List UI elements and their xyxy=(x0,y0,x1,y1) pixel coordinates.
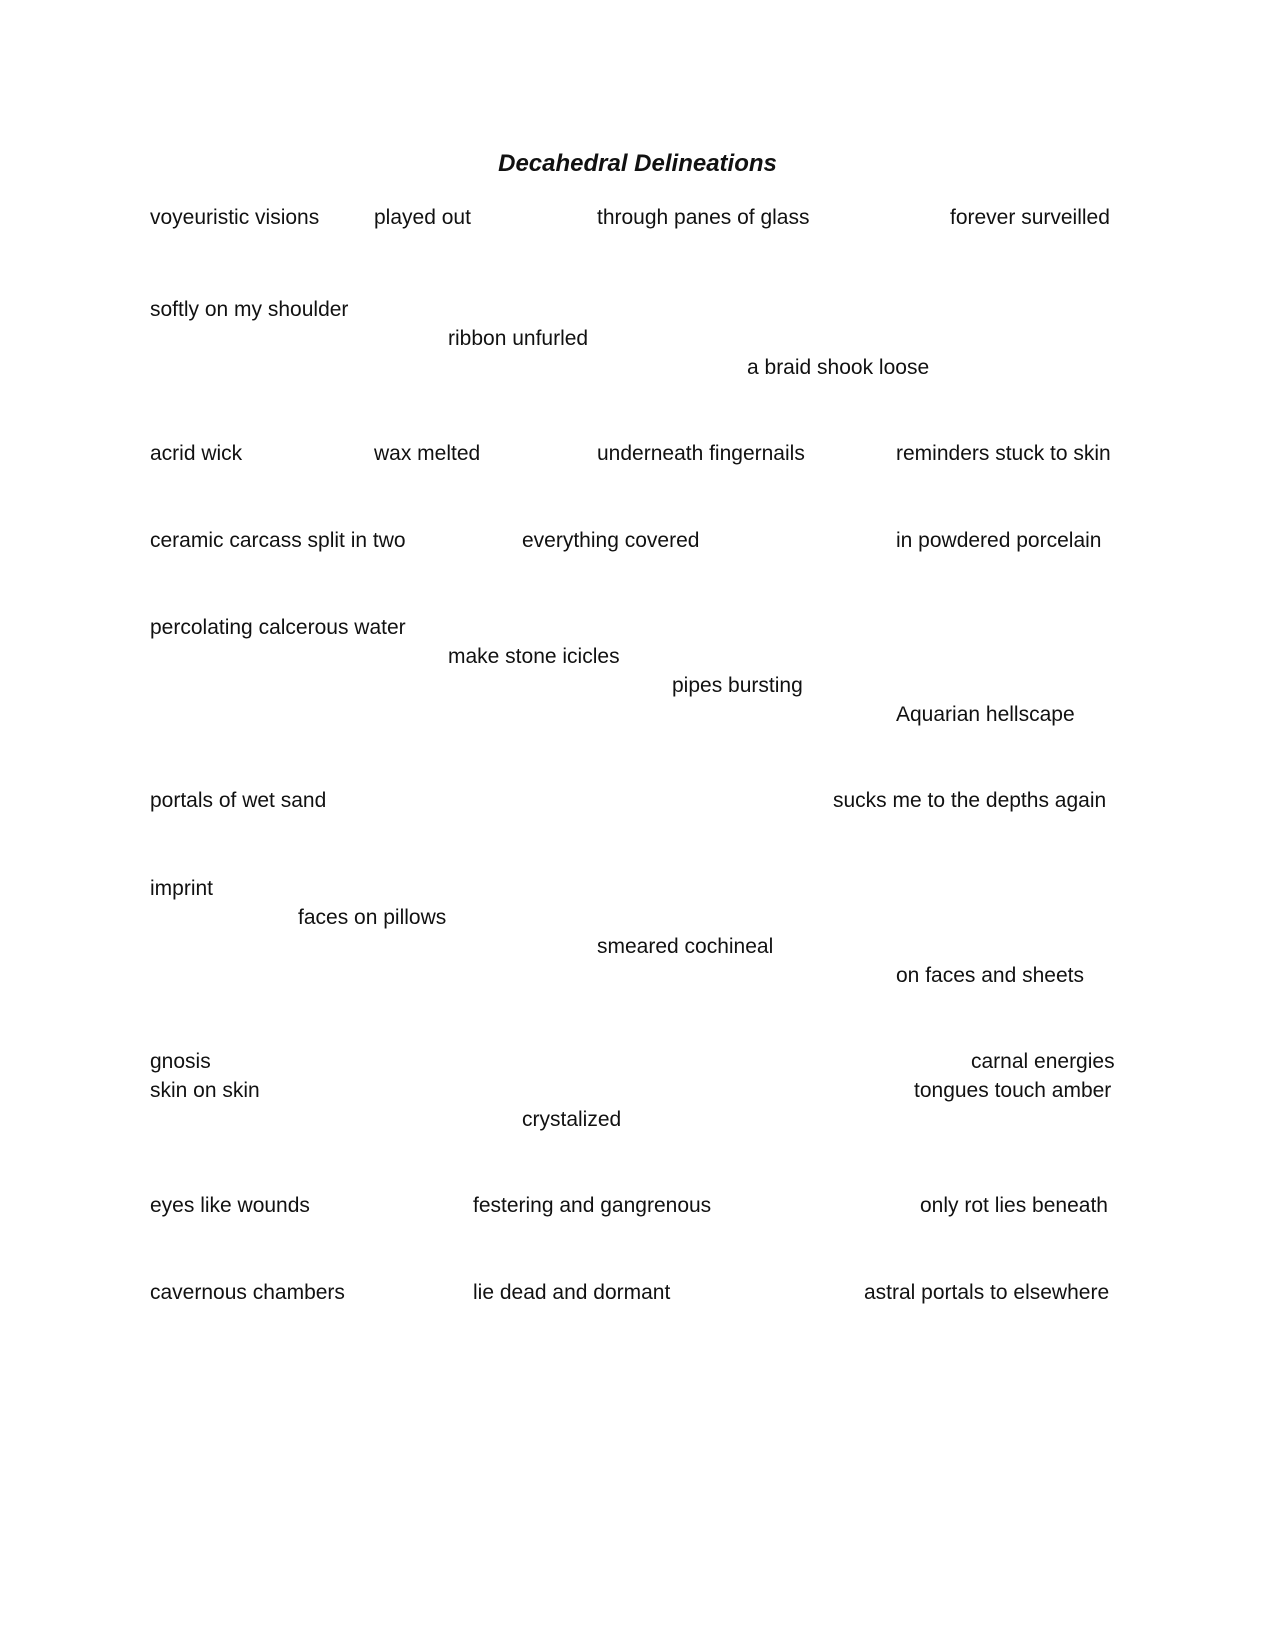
stanza6-phrase1: portals of wet sand xyxy=(150,789,327,812)
stanza4-phrase1: ceramic carcass split in two xyxy=(150,529,406,552)
stanza5-phrase1: percolating calcerous water xyxy=(150,616,406,639)
stanza2-phrase1: softly on my shoulder xyxy=(150,298,349,321)
stanza8-phrase1: gnosis xyxy=(150,1050,211,1073)
stanza1-phrase2: played out xyxy=(374,206,471,229)
stanza1-phrase1: voyeuristic visions xyxy=(150,206,320,229)
stanza5-phrase2: make stone icicles xyxy=(448,645,620,668)
stanza3-phrase4: reminders stuck to skin xyxy=(896,442,1111,465)
stanza8-phrase4: tongues touch amber xyxy=(914,1079,1112,1102)
stanza7-phrase2: faces on pillows xyxy=(298,906,447,929)
stanza9-phrase2: festering and gangrenous xyxy=(473,1194,712,1217)
stanza4-phrase2: everything covered xyxy=(522,529,700,552)
stanza2-phrase3: a braid shook loose xyxy=(747,356,930,379)
stanza7-phrase4: on faces and sheets xyxy=(896,964,1084,987)
stanza5-phrase3: pipes bursting xyxy=(672,674,803,697)
stanza1-phrase3: through panes of glass xyxy=(597,206,810,229)
stanza9-phrase3: only rot lies beneath xyxy=(920,1194,1108,1217)
stanza1-phrase4: forever surveilled xyxy=(950,206,1110,229)
stanza3-phrase2: wax melted xyxy=(374,442,481,465)
stanza3-phrase1: acrid wick xyxy=(150,442,243,465)
stanza10-phrase2: lie dead and dormant xyxy=(473,1281,671,1304)
stanza8-phrase2: carnal energies xyxy=(971,1050,1115,1073)
stanza10-phrase3: astral portals to elsewhere xyxy=(864,1281,1110,1304)
stanza8-phrase3: skin on skin xyxy=(150,1079,260,1102)
stanza9-phrase1: eyes like wounds xyxy=(150,1194,310,1217)
poem-title: Decahedral Delineations xyxy=(498,150,777,177)
stanza5-phrase4: Aquarian hellscape xyxy=(896,703,1075,726)
stanza7-phrase1: imprint xyxy=(150,877,214,900)
stanza3-phrase3: underneath fingernails xyxy=(597,442,805,465)
stanza2-phrase2: ribbon unfurled xyxy=(448,327,589,350)
stanza6-phrase2: sucks me to the depths again xyxy=(833,789,1107,812)
stanza7-phrase3: smeared cochineal xyxy=(597,935,774,958)
stanza4-phrase3: in powdered porcelain xyxy=(896,529,1102,552)
stanza10-phrase1: cavernous chambers xyxy=(150,1281,345,1304)
stanza8-phrase5: crystalized xyxy=(522,1108,622,1131)
